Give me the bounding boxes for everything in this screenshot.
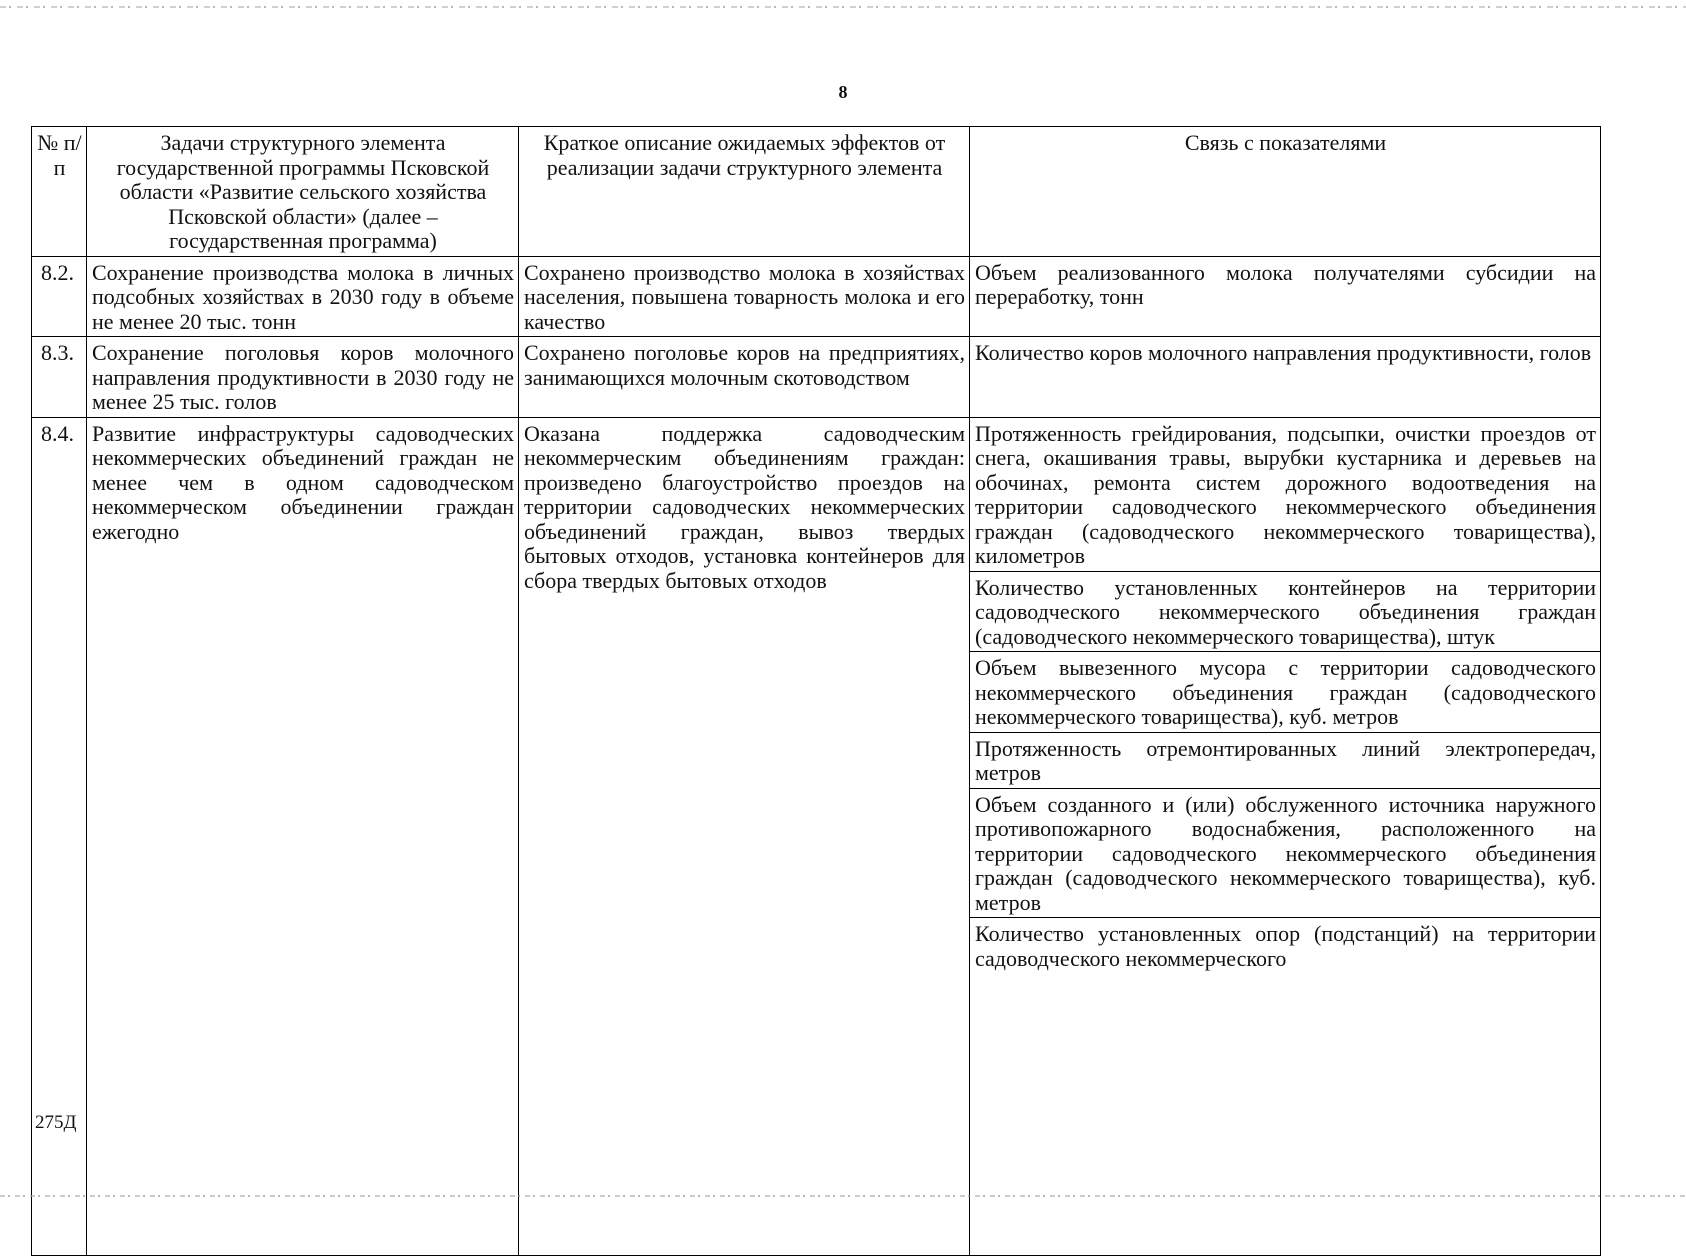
indicator-item: Количество установленных контейнеров на территории садоводческого некоммерческого объединения граждан (садоводческого некоммерческого товарищества), штук bbox=[970, 572, 1600, 653]
indicator-item: Протяженность грейдирования, подсыпки, очистки проездов от снега, окашивания травы, вырубки кустарника и деревьев на обочинах, ремонта систем дорожного водоотведения на территории садоводческого некоммерческого объединения граждан (садоводческого некоммерческого товарищества), километров bbox=[970, 418, 1600, 572]
row-indicator: Объем реализованного молока получателями субсидии на переработку, тонн bbox=[970, 256, 1601, 337]
row-number: 8.2. bbox=[32, 256, 87, 337]
row-effect: Сохранено производство молока в хозяйствах населения, повышена товарность молока и его качество bbox=[519, 256, 970, 337]
header-number: № п/п bbox=[32, 127, 87, 257]
indicator-item: Объем вывезенного мусора с территории садоводческого некоммерческого объединения граждан (садоводческого некоммерческого товарищества), куб. метров bbox=[970, 652, 1600, 733]
page-number: 8 bbox=[838, 82, 848, 102]
header-task: Задачи структурного элемента государственной программы Псковской области «Развитие сельского хозяйства Псковской области» (далее – государственная программа) bbox=[87, 127, 519, 257]
indicator-item: Протяженность отремонтированных линий электропередач, метров bbox=[970, 733, 1600, 789]
header-effect: Краткое описание ожидаемых эффектов от реализации задачи структурного элемента bbox=[519, 127, 970, 257]
row-indicator: Количество коров молочного направления продуктивности, голов bbox=[970, 337, 1601, 418]
objectives-table bbox=[31, 126, 1601, 1256]
table-row bbox=[32, 337, 1601, 418]
row-task: Сохранение производства молока в личных подсобных хозяйствах в 2030 году в объеме не менее 20 тыс. тонн bbox=[87, 256, 519, 337]
row-number: 8.3. bbox=[32, 337, 87, 418]
scan-edge-bottom bbox=[0, 1195, 1686, 1197]
indicator-list bbox=[970, 418, 1600, 1255]
row-task: Сохранение поголовья коров молочного направления продуктивности в 2030 году не менее 25 тыс. голов bbox=[87, 337, 519, 418]
table-row bbox=[32, 417, 1601, 1255]
scan-edge-top bbox=[0, 6, 1686, 8]
indicator-item: Объем созданного и (или) обслуженного источника наружного противопожарного водоснабжения, расположенного на территории садоводческого некоммерческого объединения граждан (садоводческого некоммерческого товарищества), куб. метров bbox=[970, 789, 1600, 919]
row-effect: Сохранено поголовье коров на предприятиях, занимающихся молочным скотоводством bbox=[519, 337, 970, 418]
row-effect: Оказана поддержка садоводческим некоммерческим объединениям граждан: произведено благоустройство проездов на территории садоводческих некоммерческих объединений граждан, вывоз твердых бытовых отходов, установка контейнеров для сбора твердых бытовых отходов bbox=[519, 417, 970, 1255]
row-indicators-cell bbox=[970, 417, 1601, 1255]
row-number: 8.4. bbox=[32, 417, 87, 1255]
table-row bbox=[32, 256, 1601, 337]
table-header-row bbox=[32, 127, 1601, 257]
row-task: Развитие инфраструктуры садоводческих некоммерческих объединений граждан не менее чем в одном садоводческом некоммерческом объединении граждан ежегодно bbox=[87, 417, 519, 1255]
document-code: 275Д bbox=[35, 1112, 77, 1133]
indicator-item: Количество установленных опор (подстанций) на территории садоводческого некоммерческого bbox=[975, 921, 1596, 971]
header-indicators: Связь с показателями bbox=[970, 127, 1601, 257]
